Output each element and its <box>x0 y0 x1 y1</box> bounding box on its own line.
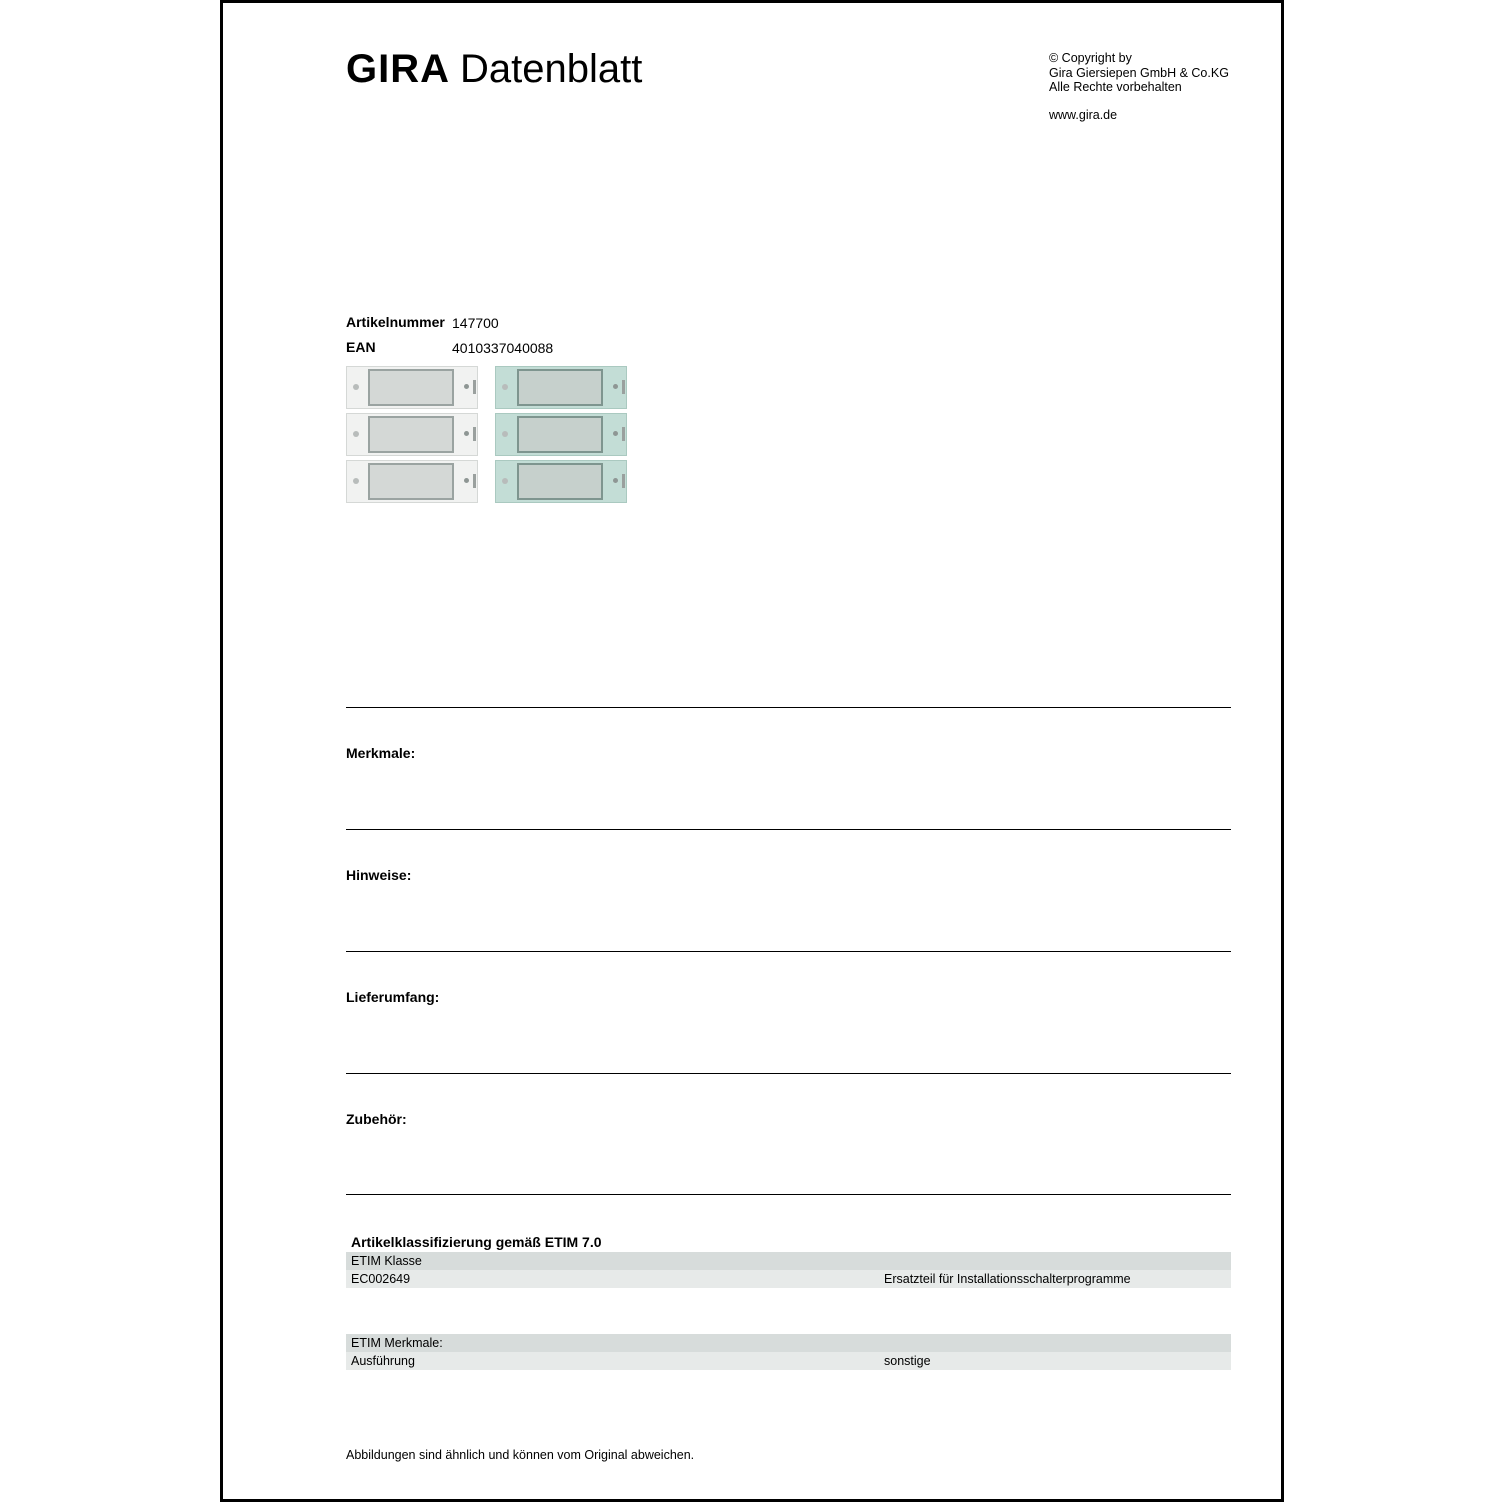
etim-feature-row <box>346 1352 1231 1370</box>
article-number-label: Artikelnummer <box>346 314 445 330</box>
mint-label-plate <box>495 366 627 409</box>
etim-features-header: ETIM Merkmale: <box>351 1336 443 1350</box>
brand-name: GIRA <box>346 47 450 91</box>
article-number-value: 147700 <box>452 315 499 331</box>
white-label-plate <box>346 366 478 409</box>
gira-datenblatt-logo <box>346 47 642 91</box>
copyright-block <box>1049 51 1229 95</box>
etim-class-name: Ersatzteil für Installationsschalterprogramme <box>884 1272 1131 1286</box>
copyright-line: Gira Giersiepen GmbH & Co.KG <box>1049 65 1229 80</box>
etim-class-header: ETIM Klasse <box>351 1254 422 1268</box>
white-label-plate <box>346 413 478 456</box>
website-link[interactable]: www.gira.de <box>1049 108 1118 122</box>
ean-label: EAN <box>346 339 376 355</box>
divider <box>346 707 1231 708</box>
document-title: Datenblatt <box>460 47 643 91</box>
etim-classification-title: Artikelklassifizierung gemäß ETIM 7.0 <box>351 1234 602 1250</box>
section-zubehoer: Zubehör: <box>346 1111 407 1127</box>
etim-class-code: EC002649 <box>351 1272 411 1286</box>
copyright-line: © Copyright by <box>1049 51 1132 65</box>
datasheet-page <box>220 0 1284 1502</box>
mint-label-plate <box>495 460 627 503</box>
divider <box>346 951 1231 952</box>
mint-label-plate <box>495 413 627 456</box>
section-merkmale: Merkmale: <box>346 745 416 761</box>
product-image <box>346 366 628 504</box>
etim-feature-value: sonstige <box>884 1354 931 1368</box>
white-label-plate <box>346 460 478 503</box>
divider <box>346 1073 1231 1074</box>
etim-class-header-row <box>346 1252 1231 1270</box>
copyright-line: Alle Rechte vorbehalten <box>1049 80 1182 94</box>
etim-features-header-row <box>346 1334 1231 1352</box>
etim-class-row <box>346 1270 1231 1288</box>
etim-feature-name: Ausführung <box>351 1354 415 1368</box>
ean-value: 4010337040088 <box>452 340 554 356</box>
image-disclaimer: Abbildungen sind ähnlich und können vom Original abweichen. <box>346 1448 695 1462</box>
divider <box>346 1194 1231 1195</box>
section-lieferumfang: Lieferumfang: <box>346 989 440 1005</box>
section-hinweise: Hinweise: <box>346 867 412 883</box>
divider <box>346 829 1231 830</box>
